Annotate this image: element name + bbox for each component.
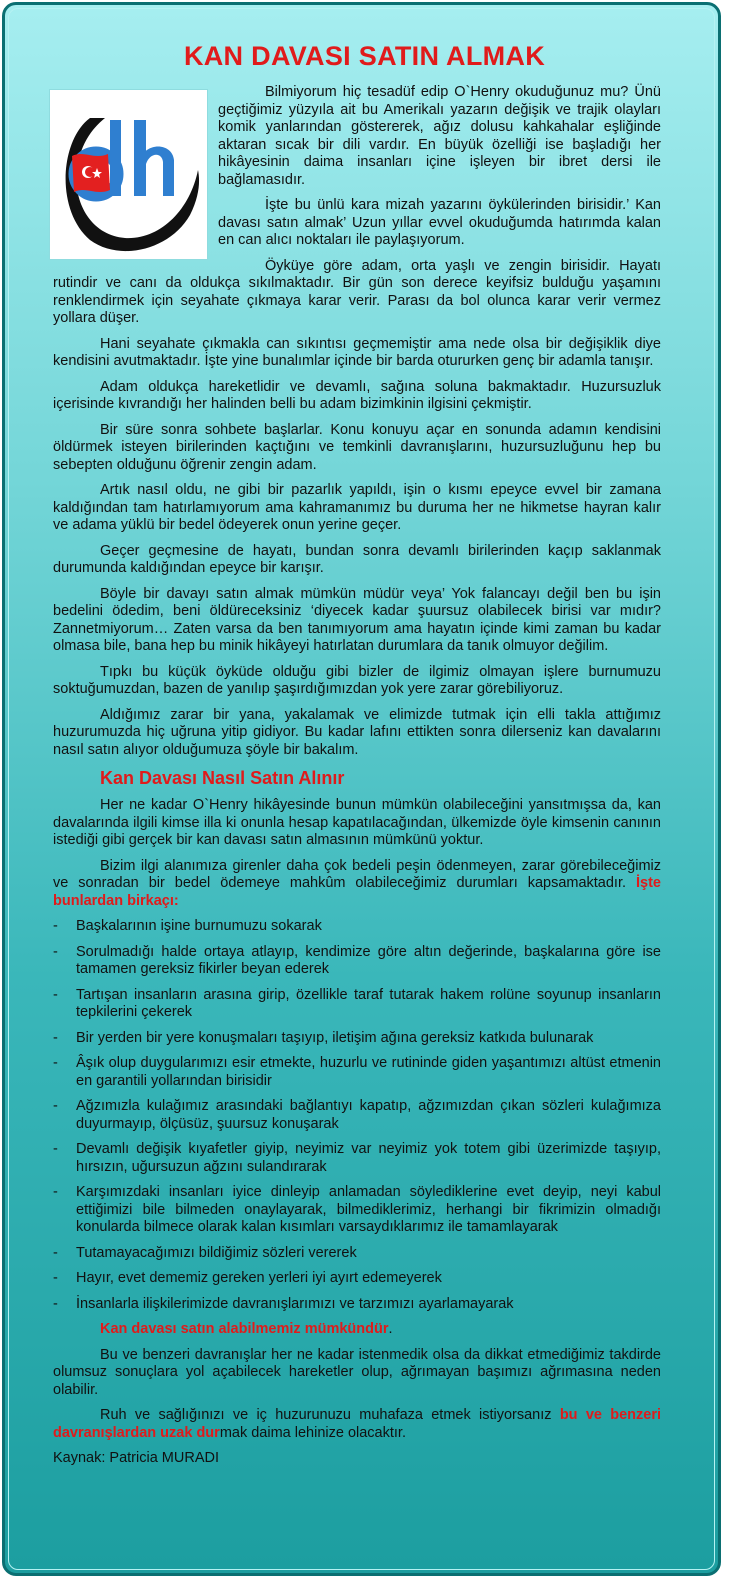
dash-bullet: -: [53, 1184, 58, 1200]
list-item-text: İnsanlarla ilişkilerimizde davranışlarımızı ve tarzımızı ayarlamayarak: [76, 1295, 514, 1312]
list-item: [53, 987, 661, 1022]
story-paragraph: Bir süre sonra sohbete başlarlar. Konu konuyu açar en sonunda adamın kendisini öldürmek isteyen birilerinden kaçtığını ve temkinli davranışlarını, huzursuzluğunu hep bu sebepten olduğunu öğrenir zengin adam.: [53, 421, 661, 473]
section-paragraph: Her ne kadar O`Henry hikâyesinde bunun mümkün olabileceğini yansıtmışsa da, kan davalarında ilgili kimse illa ki onunla hesap kapatılacağından, ülkemizde öyle kimsenin canının istediği gibi gerçek bir kan davası satın almasının mümkünü yoktur.: [53, 797, 661, 848]
list-item-text: Karşımızdaki insanları iyice dinleyip anlamadan söylediklerine evet deyip, neyi kabul ettiğimizi bile bilmeden onaylayarak, bilmediklerimiz, herhangi bir fikrimizin olmadığı konularda bilmece olarak kalan kısımları varsaydıklarımız ile tamamlayarak: [76, 1184, 661, 1235]
story-paragraph: Artık nasıl oldu, ne gibi bir pazarlık yapıldı, işin o kısmı epeyce evvel bir zamana kaldığından tam hatırlamıyorum ama kahramanımız bu duruma her ne hikmetse hayran kalır ve adama yüklü bir bedel ödeyerek onun yerine geçer.: [53, 482, 661, 533]
list-item-text: Tartışan insanların arasına girip, özellikle taraf tutarak hakem rolüne soyunup insanların tepkilerini çekerek: [76, 986, 661, 1020]
list-item: [53, 1141, 661, 1176]
list-item: [53, 1245, 661, 1263]
dash-bullet: -: [53, 986, 58, 1003]
list-item-text: Hayır, evet dememiz gereken yerleri iyi ayırt edemeyerek: [76, 1270, 442, 1286]
list-item: [53, 1098, 661, 1133]
section-paragraph: [53, 858, 661, 911]
highlight-text: İşte bunlardan birkaçı:: [53, 875, 661, 909]
paragraph-text: mak daima lehinize olacaktır.: [219, 1424, 406, 1441]
paragraph-text: Ruh ve sağlığınızı ve iç huzurunuzu muhafaza etmek istiyorsanız: [100, 1407, 560, 1423]
dash-bullet: -: [53, 1244, 58, 1261]
story-paragraph: Geçer geçmesine de hayatı, bundan sonra devamlı birilerinden kaçıp saklanmak durumunda kaldığından epeyce bir karışır.: [53, 542, 661, 576]
section-paragraph: Bu ve benzeri davranışlar her ne kadar istenmedik olsa da dikkat etmediğimiz takdirde olumsuz sonuçlara yol açabilecek hareketler olup, ağrımayan başımızı ağrımasına neden olabilir.: [53, 1346, 661, 1398]
list-item: [53, 918, 661, 936]
paragraph-text: Bizim ilgi alanımıza girenler daha çok bedeli peşin ödenmeyen, zarar görebileceğimiz ve sonradan bir bedel ödemeye mahkûm olabileceğimiz durumları kapsamaktadır.: [53, 857, 661, 891]
list-item-text: Âşık olup duygularımızı esir etmekte, huzurlu ve rutininde giden yaşantımızı altüst etmenin en garantili yollarından birisidir: [76, 1055, 661, 1089]
story-paragraph: Adam oldukça hareketlidir ve devamlı, sağına soluna bakmaktadır. Huzursuzluk içerisinde kıvrandığı her halinden belli bu adam bizimkinin ilgisini çekmiştir.: [53, 378, 661, 412]
list-item: [53, 1055, 661, 1090]
page-frame: [2, 2, 721, 1576]
story-paragraph: Öyküye göre adam, orta yaşlı ve zengin birisidir. Hayatı rutindir ve canı da oldukça sıkılmaktadır. Bir gün son derece keyifsiz bulduğu yaşamını renklendirmek için seyahate çıkmaya karar verir. Parası da bol olunca karar verir vermez yollara düşer.: [53, 257, 661, 326]
dash-bullet: -: [53, 1098, 58, 1114]
list-item-text: Ağzımızla kulağımız arasındaki bağlantıyı kapatıp, ağzımızdan çıkan sözleri kulağımıza duyurmayıp, ölçüsüz, şuursuz konuşarak: [76, 1098, 661, 1132]
story-paragraph: Tıpkı bu küçük öyküde olduğu gibi bizler de ilgimiz olmayan işlere burnumuzu soktuğumuzdan, bazen de yanılıp şaşırdığımızdan yok yere zarar görebiliyoruz.: [53, 663, 661, 697]
dash-bullet: -: [53, 1141, 58, 1157]
intro-paragraph: İşte bu ünlü kara mizah yazarını öykülerinden birisidir.’ Kan davası satın almak’ Uzun yıllar evvel okuduğumda hatırımda kalan en can alıcı noktaları ile paylaşıyorum.: [218, 197, 661, 248]
dash-bullet: -: [53, 1270, 58, 1286]
section-heading: Kan Davası Nasıl Satın Alınır: [100, 768, 345, 788]
dash-bullet: -: [53, 943, 58, 960]
story-paragraph: Hani seyahate çıkmakla can sıkıntısı geçmemiştir ama nede olsa bir değişiklik diye kendisini avutmaktadır. İşte yine bunalımlar içinde bir barda otururken genç bir adamla tanışır.: [53, 335, 661, 369]
story-paragraph: Aldığımız zarar bir yana, yakalamak ve elimizde tutmak için elli takla attığımız huzurumuzda hiç uğruna yitip gidiyor. Bu kadar lafını ettikten sonra dilerseniz kan davalarını nasıl satın alıyor olduğumuza şöyle bir bakalım.: [53, 706, 661, 758]
source-credit: Kaynak: Patricia MURADI: [53, 1450, 219, 1466]
list-item: [53, 1030, 661, 1048]
list-item: [53, 944, 661, 979]
dh-logo-icon: [50, 90, 207, 259]
list-item: [53, 1270, 661, 1288]
list-item: [53, 1184, 661, 1237]
behavior-list: [53, 918, 661, 1313]
list-item: [53, 1296, 661, 1314]
list-item-text: Devamlı değişik kıyafetler giyip, neyimiz var neyimiz yok totem gibi üzerimizde taşıyıp, hırsızın, uğursuzun ağzını sulandırarak: [76, 1141, 661, 1175]
paragraph-text: .: [388, 1321, 393, 1337]
list-item-text: Başkalarının işine burnumuzu sokarak: [76, 918, 322, 934]
conclusion-paragraph: [53, 1321, 661, 1339]
dash-bullet: -: [53, 1029, 58, 1046]
story-paragraph: Böyle bir davayı satın almak mümkün müdür veya’ Yok falancayı değil ben bu işin bedelini ödedim, beni öldüreceksiniz ‘diyecek kadar şuursuz olabilecek birisi var mıdır? Zannetmiyorum… Zaten varsa da ben tanımıyorum ama hayatın içinde kimi zaman bu kadar olmasa bile, bana hep bu minik hikâyeyi hatırlatan durumlara da tanık olmuyor değilim.: [53, 585, 661, 654]
article-body: [53, 84, 661, 1476]
article-title: KAN DAVASI SATIN ALMAK: [183, 41, 546, 71]
dash-bullet: -: [53, 918, 58, 934]
dash-bullet: -: [53, 1295, 58, 1312]
section-paragraph: [53, 1407, 661, 1442]
list-item-text: Tutamayacağımızı bildiğimiz sözleri vererek: [76, 1244, 357, 1261]
logo: [49, 89, 208, 260]
list-item-text: Sorulmadığı halde ortaya atlayıp, kendimize göre altın değerinde, başkalarına göre ise tamamen gereksiz fikirler beyan ederek: [76, 943, 661, 977]
intro-paragraph: Bilmiyorum hiç tesadüf edip O`Henry okuduğunuz mu? Ünü geçtiğimiz yüzyıla ait bu Amerikalı yazarın değişik ve trajik olayları komik yanlarından göstererek, ağız dolusu kahkahalar eşliğinde aktaran sıcak bir dili vardır. En büyük özelliği ise başladığı her hikâyesinin daima insanları içine işleyen bir ibret dersi ile bağlamasıdır.: [218, 84, 661, 188]
list-item-text: Bir yerden bir yere konuşmaları taşıyıp, iletişim ağına gereksiz katkıda bulunarak: [76, 1029, 594, 1046]
highlight-text: bu ve benzeri davranışlardan uzak dur: [53, 1407, 662, 1441]
highlight-text: Kan davası satın alabilmemiz mümkündür: [100, 1321, 389, 1337]
dash-bullet: -: [53, 1055, 58, 1071]
